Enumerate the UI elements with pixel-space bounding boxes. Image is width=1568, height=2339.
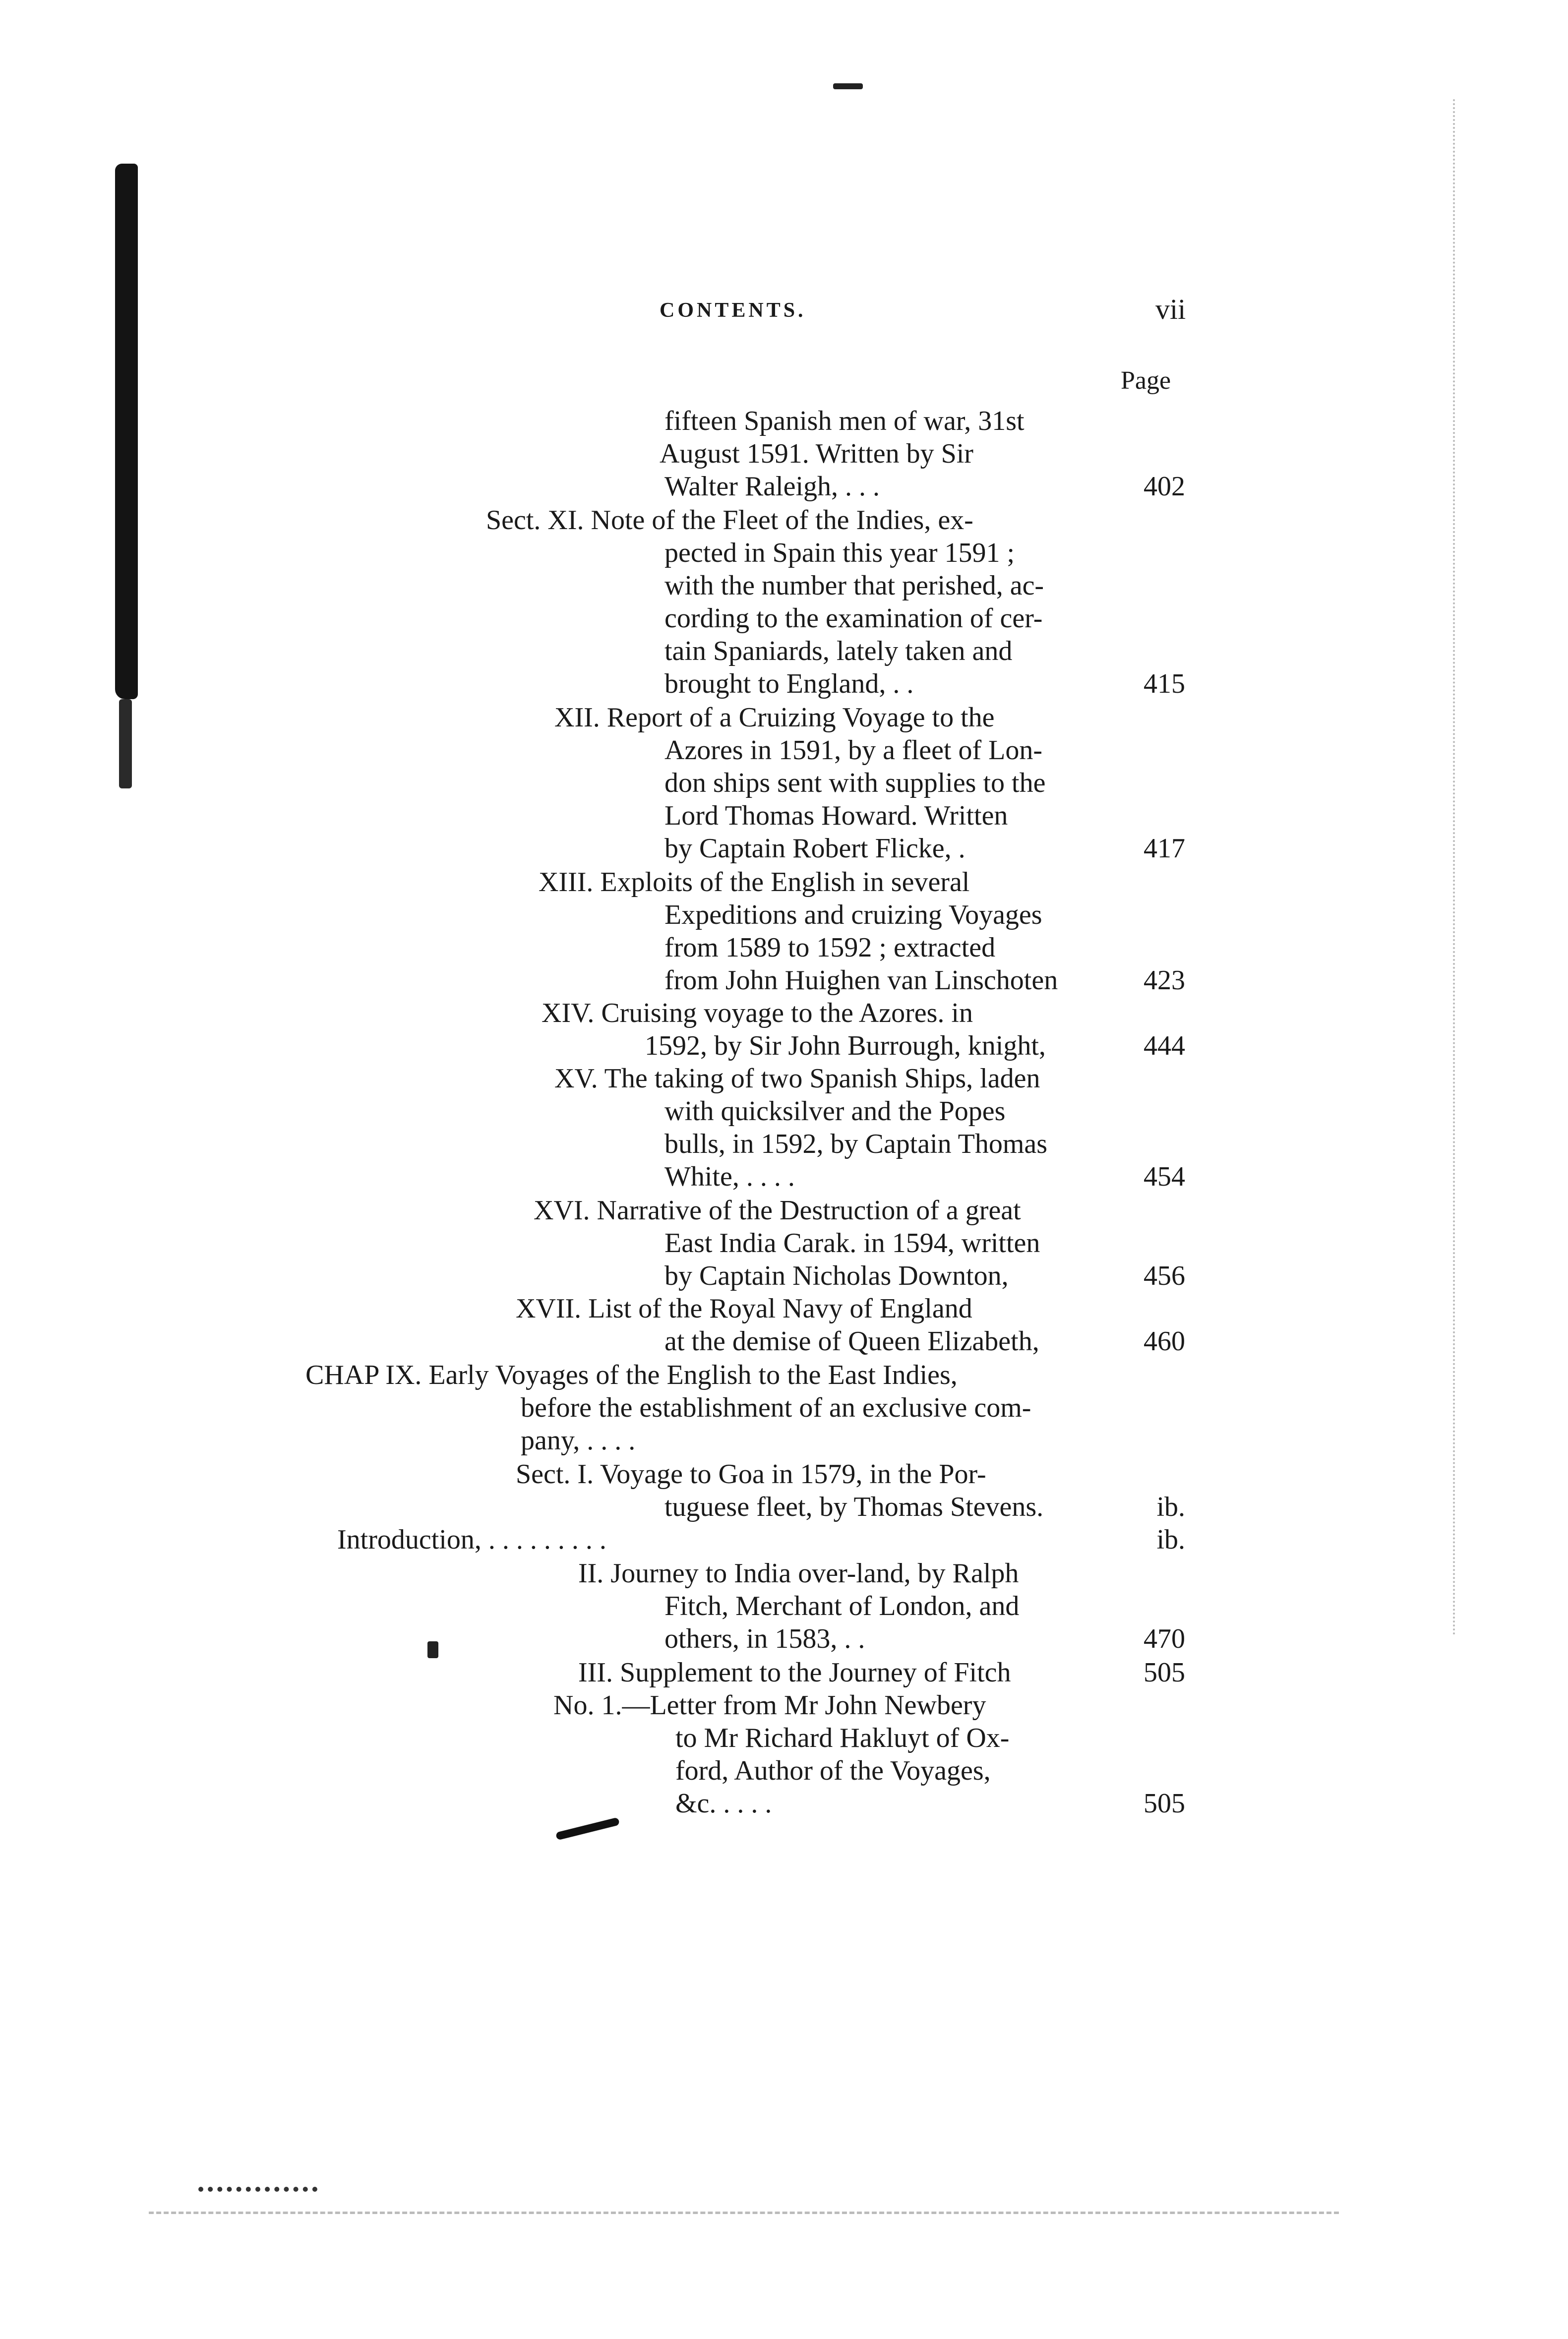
binding-shadow-lower [119,699,132,788]
contents-line: at the demise of Queen Elizabeth, [664,1326,1039,1357]
contents-line: fifteen Spanish men of war, 31st [664,406,1025,436]
page-number: 505 [1144,1657,1185,1688]
ink-smudge-bottom [198,2187,317,2212]
page-column-label: Page [1121,366,1171,395]
contents-line: Lord Thomas Howard. Written [664,800,1008,831]
contents-line: XII. Report of a Cruizing Voyage to the [554,702,995,733]
page-number: 505 [1144,1788,1185,1819]
contents-line: II. Journey to India over-land, by Ralph [578,1558,1019,1589]
contents-line: No. 1.—Letter from Mr John Newbery [553,1690,986,1721]
contents-line: Sect. I. Voyage to Goa in 1579, in the Por- [516,1459,986,1490]
contents-line: to Mr Richard Hakluyt of Ox- [675,1723,1010,1753]
top-fold-mark [833,83,863,89]
contents-line: pany, . . . . [521,1425,636,1456]
page-number: 402 [1144,471,1185,502]
contents-line: ford, Author of the Voyages, [675,1755,991,1786]
page-number: 423 [1144,965,1185,996]
page-edge-right [1453,99,1456,1636]
contents-line: cording to the examination of cer- [664,603,1043,634]
page-number: 460 [1144,1326,1185,1357]
contents-line: XVII. List of the Royal Navy of England [516,1293,972,1324]
contents-line: from 1589 to 1592 ; extracted [664,932,996,963]
contents-line: XVI. Narrative of the Destruction of a great [534,1195,1021,1226]
contents-line: Expeditions and cruizing Voyages [664,900,1042,930]
contents-line: with the number that perished, ac- [664,570,1044,601]
page-edge-bottom [149,2212,1339,2214]
contents-line: with quicksilver and the Popes [664,1096,1006,1127]
contents-line: 1592, by Sir John Burrough, knight, [645,1030,1046,1061]
page-number: 454 [1144,1161,1185,1192]
contents-line: brought to England, . . [664,668,914,699]
page-number: 417 [1144,833,1185,864]
contents-line: tain Spaniards, lately taken and [664,636,1013,666]
binding-shadow [115,164,138,699]
contents-line: from John Huighen van Linschoten [664,965,1058,996]
contents-line: tuguese fleet, by Thomas Stevens. [664,1492,1044,1522]
contents-line: Walter Raleigh, . . . [664,471,880,502]
contents-line: others, in 1583, . . [664,1623,865,1654]
contents-line: East India Carak. in 1594, written [664,1228,1040,1259]
page-number: 470 [1144,1623,1185,1654]
contents-line: XIII. Exploits of the English in several [539,867,970,898]
contents-line: Introduction, . . . . . . . . . [337,1524,606,1555]
contents-line: August 1591. Written by Sir [660,438,973,469]
contents-line: pected in Spain this year 1591 ; [664,538,1015,568]
contents-line: XV. The taking of two Spanish Ships, laden [554,1063,1040,1094]
contents-line: Sect. XI. Note of the Fleet of the Indies, ex- [486,505,973,536]
contents-line: &c. . . . . [675,1788,772,1819]
contents-line: XIV. Cruising voyage to the Azores. in [542,998,973,1028]
ink-smudge [555,1817,620,1841]
page-number: ib. [1156,1492,1185,1522]
contents-line: don ships sent with supplies to the [664,768,1046,798]
contents-line: bulls, in 1592, by Captain Thomas [664,1129,1048,1159]
page-number: 415 [1144,668,1185,699]
contents-line: before the establishment of an exclusive com- [521,1392,1031,1423]
ink-speck [427,1641,438,1658]
contents-line: III. Supplement to the Journey of Fitch [578,1657,1011,1688]
page-folio: vii [1155,293,1186,325]
page-number: ib. [1156,1524,1185,1555]
contents-line: Fitch, Merchant of London, and [664,1591,1020,1621]
page-number: 456 [1144,1260,1185,1291]
running-head: CONTENTS. [660,299,806,322]
page-number: 444 [1144,1030,1185,1061]
contents-line: by Captain Robert Flicke, . [664,833,965,864]
contents-line: Azores in 1591, by a fleet of Lon- [664,735,1042,766]
contents-line: by Captain Nicholas Downton, [664,1260,1009,1291]
contents-line: White, . . . . [664,1161,795,1192]
contents-line: CHAP IX. Early Voyages of the English to the East Indies, [305,1360,958,1390]
